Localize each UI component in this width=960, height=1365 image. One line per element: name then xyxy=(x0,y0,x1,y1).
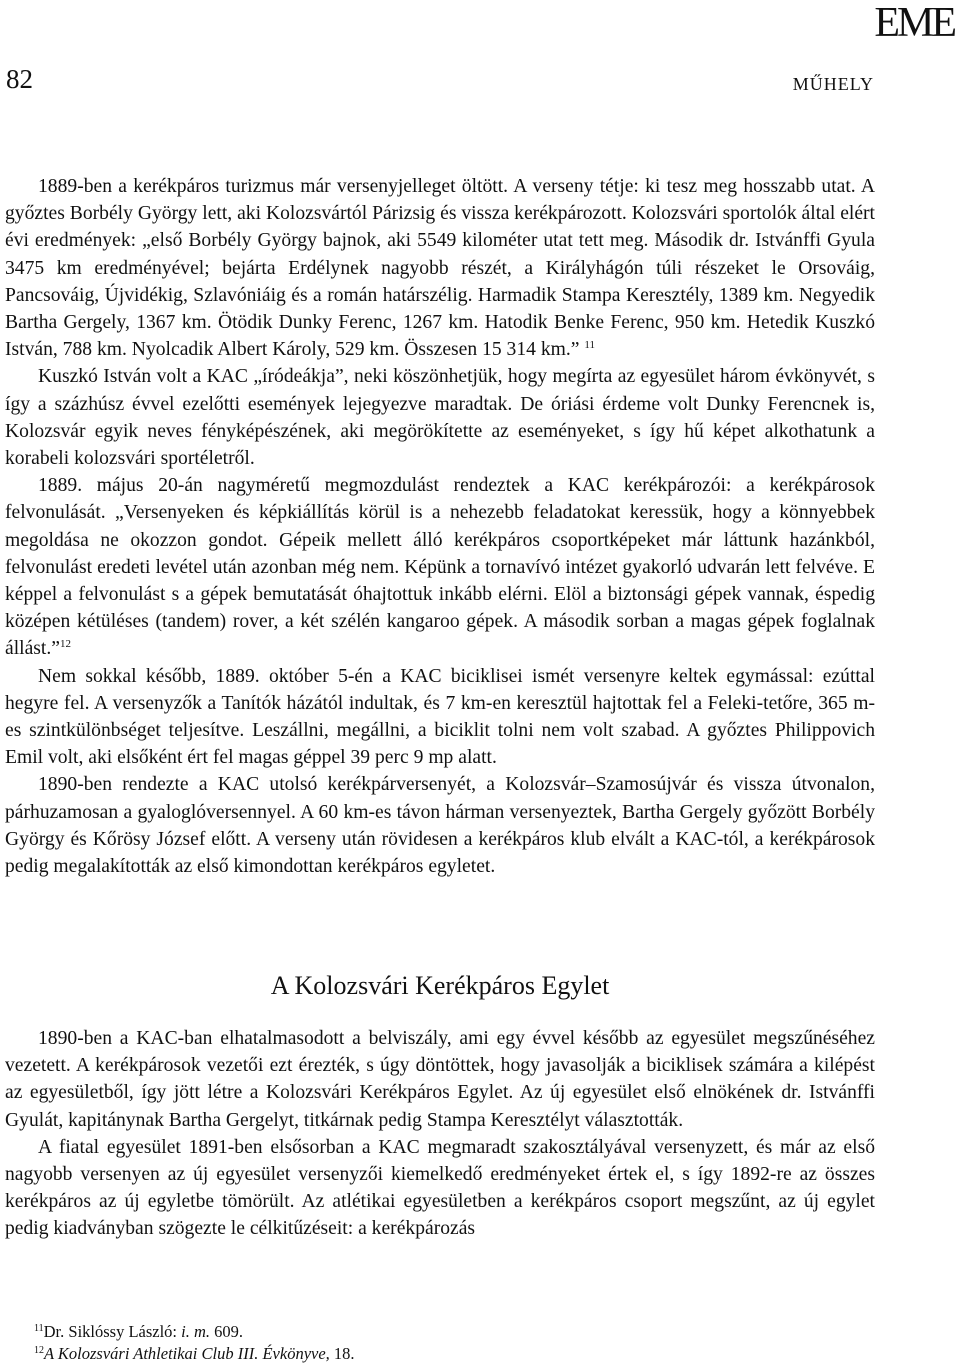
paragraph xyxy=(5,1134,875,1243)
footnote-author: Dr. Siklóssy László: xyxy=(43,1322,182,1341)
footnotes xyxy=(34,1321,355,1365)
footnote-reference[interactable]: 12 xyxy=(59,638,71,651)
running-header-section: MŰHELY xyxy=(792,74,874,94)
footnote-number: 11 xyxy=(34,1323,44,1334)
page-number: 82 xyxy=(6,64,33,94)
paragraph-text: A fiatal egyesület 1891-ben elsősorban a KAC megmaradt szakosztályával versenyzett, és már az első nagyobb versenyen az új egyesület versenyzői kiemelkedő eredményeket értek el, s így 1892-re az összes kerékpáros az új egyletbe tömörült. Az atlétikai egyesületben a kerékpáros csoport megszűnt, az új egylet pedig kiadványban szögezte le célkitűzéseit: a kerékpározás xyxy=(5,1136,875,1240)
paragraph xyxy=(5,363,875,472)
paragraph xyxy=(5,771,875,880)
paragraph-text: 1889. május 20-án nagyméretű megmozdulást rendeztek a KAC kerékpározói: a kerékpárosok felvonulását. „Versenyeken és képkiállítás körül is a nehezebb feladatokat keressük, hogy a könnyebbek megoldása ne okozzon gondot. Gépeik mellett álló kerékpáros csoportképeket már láttunk hazánkból, felvonulást eredeti levétel után azonban még nem. Képünk a tornavívó intézet gyakorló udvarán lett felvéve. E képpel a felvonulást s a gépek bemutatását óhajtottuk inkább elérni. Elöl a biztonsági gépek vannak, éspedig középen kétüléses (tandem) rover, a két szélén kangaroo gépek. A második sorban a magas gépek foglalnak állást.” xyxy=(5,475,875,660)
paragraph-text: 1889-ben a kerékpáros turizmus már versenyjelleget öltött. A verseny tétje: ki tesz meg hosszabb utat. A győztes Borbély György lett, aki Kolozsvártól Párizsig és vissza kerékpározott. Kolozsvári sportolók által elért évi eredmények: „első Borbély György bajnok, aki 5549 kilométer utat tett meg. Második dr. Istvánffi Gyula 3475 km eredményével; bejárta Erdélynek nagyobb részét, a Királyhágón túli részeket le Orsováig, Pancsováig, Újvidékig, Szlavóniáig és a román határszélig. Harmadik Stampa Keresztély, 1389 km. Negyedik Bartha Gergely, 1367 km. Ötödik Dunky Ferenc, 1267 km. Hatodik Benke Ferenc, 950 km. Hetedik Kuszkó István, 788 km. Nyolcadik Albert Károly, 529 km. Összesen 15 314 km.” xyxy=(5,176,875,361)
footnote-reference[interactable]: 11 xyxy=(584,339,595,352)
journal-logo: EME xyxy=(874,0,954,46)
paragraph-text: Kuszkó István volt a KAC „íródeákja”, neki köszönhetjük, hogy megírta az egyesület három évkönyvét, s így a százhúsz évvel ezelőtti események lejegyezve maradtak. De óriási érdeme volt Dunky Ferencnek is, Kolozsvár egyik neves fényképészének, aki megörökítette az eseményeket, s így hű képet alkothatunk a korabeli kolozsvári sportéletről. xyxy=(5,366,875,470)
paragraph-text: 1890-ben rendezte a KAC utolsó kerékpárversenyét, a Kolozsvár–Szamosújvár és vissza útvonalon, párhuzamosan a gyaloglóversennyel. A 60 km-es távon hárman versenyeztek, Bartha Gergely győzött Borbély György és Kőrösy József előtt. A verseny után rövidesen a kerékpáros klub elvált a KAC-tól, a kerékpárosok pedig megalakították az első kimondottan kerékpáros egyletet. xyxy=(5,774,875,878)
footnote-work: A Kolozsvári Athletikai Club III. Évkönyve, xyxy=(44,1344,330,1363)
paragraph xyxy=(5,472,875,662)
footnote-number: 12 xyxy=(34,1345,44,1356)
section-body xyxy=(5,1025,875,1243)
footnote xyxy=(34,1321,355,1343)
paragraph xyxy=(5,1025,875,1134)
paragraph-text: 1890-ben a KAC-ban elhatalmasodott a belviszály, ami egy évvel később az egyesület megszűnéséhez vezetett. A kerékpárosok vezetői ezt érezték, s úgy döntöttek, hogy javasolják a biciklisek számára a kilépést az egyesületből, így jött létre a Kolozsvári Kerékpáros Egylet. Az új egyesület első elnökének dr. Istvánffi Gyulát, kapitánynak Bartha Gergelyt, titkárnak pedig Stampa Keresztélyt választották. xyxy=(5,1028,875,1131)
footnote xyxy=(34,1343,355,1365)
footnote-pages: 609. xyxy=(210,1322,244,1341)
paragraph-text: Nem sokkal később, 1889. október 5-én a KAC biciklisei ismét versenyre keltek egymással: ezúttal hegyre fel. A versenyzők a Tanítók házától indultak, és 7 km-en keresztül hajtottak fel a Feleki-tetőre, 365 m-es szintkülönbséget teljesítve. Leszállni, megállni, a biciklit tolni nem volt szabad. A győztes Philippovich Emil volt, aki elsőként ért fel magas géppel 39 perc 9 mp alatt. xyxy=(5,665,875,769)
article-body xyxy=(5,173,875,880)
section-heading: A Kolozsvári Kerékpáros Egylet xyxy=(270,971,610,1000)
paragraph xyxy=(5,173,875,363)
footnote-work: i. m. xyxy=(181,1322,211,1341)
footnote-pages: 18. xyxy=(329,1344,355,1363)
paragraph xyxy=(5,663,875,772)
